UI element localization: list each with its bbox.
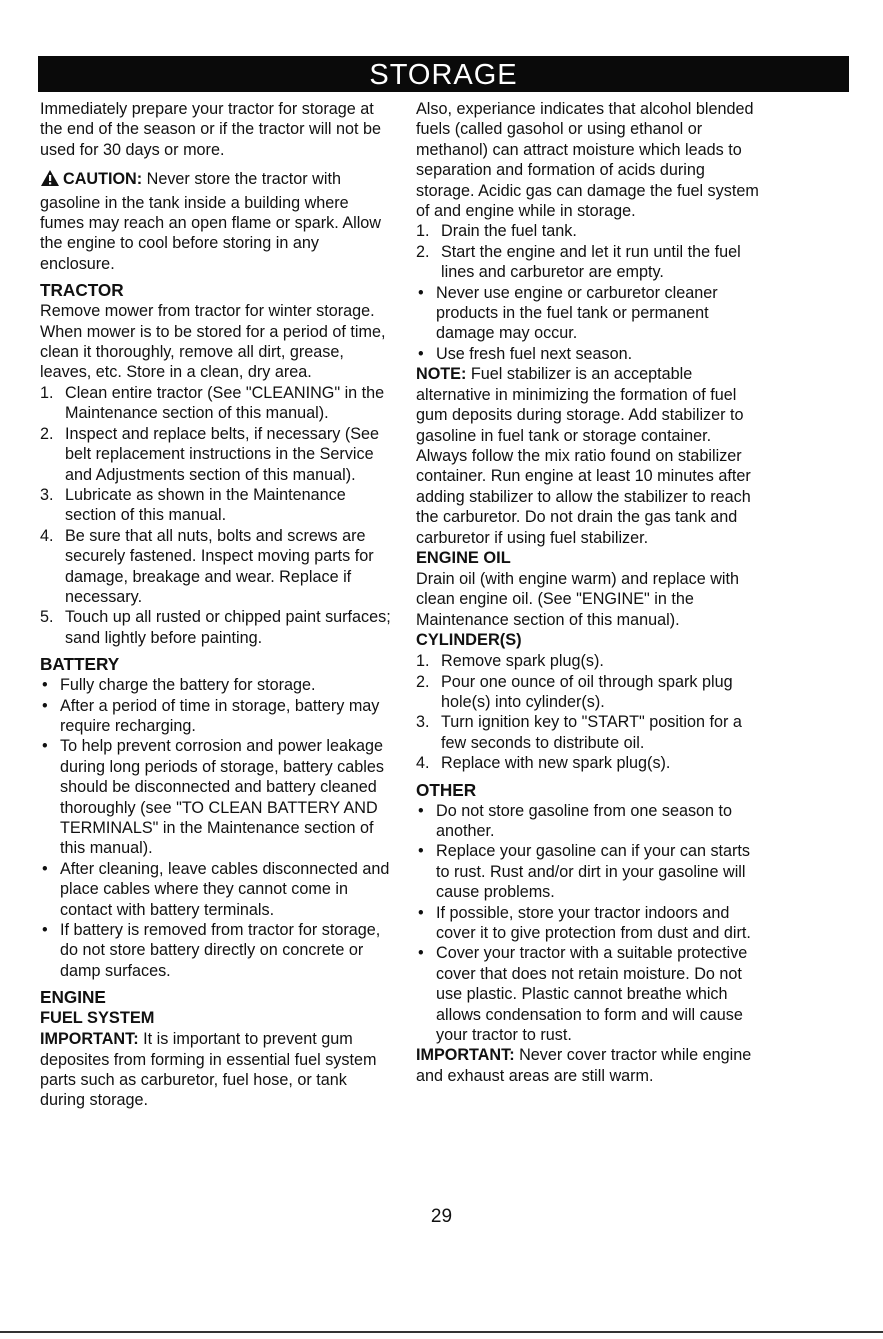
step-text: Touch up all rusted or chipped paint surfaces; sand lightly before painting. — [65, 608, 391, 647]
step-text: Pour one ounce of oil through spark plug hole(s) into cylinder(s). — [441, 672, 733, 711]
bullet-text: If battery is removed from tractor for storage, do not store battery directly on concrete or damp surfaces. — [60, 921, 381, 980]
step-number: 4. — [40, 526, 54, 545]
step-number: 1. — [416, 222, 430, 241]
battery-heading: BATTERY — [40, 654, 120, 675]
step-text: Drain the fuel tank. — [441, 222, 577, 241]
step-number: 2. — [416, 672, 430, 691]
bullet-icon: • — [418, 801, 424, 820]
step-text: Be sure that all nuts, bolts and screws are securely fastened. Inspect moving parts for damage, breakage and wear. Replace if necessary. — [65, 526, 374, 606]
list-item — [416, 801, 766, 842]
cylinder-steps — [416, 651, 766, 773]
bullet-text: To help prevent corrosion and power leakage during long periods of storage, battery cables should be disconnected and battery cleaned thoroughly (see "TO CLEAN BATTERY AND TERMINALS" in the Maintenance section of this manual). — [60, 737, 384, 858]
battery-list — [40, 675, 396, 981]
note-text: Fuel stabilizer is an acceptable alternative in minimizing the formation of fuel gum deposits during storage. Add stabilizer to gasoline in fuel tank or storage container. Always follow the mix ratio found on stabilizer container. Run engine at least 10 minutes after adding stabilizer to allow the stabilizer to reach the carburetor. Do not drain the gas tank and carburetor if using fuel stabilizer. — [416, 365, 751, 547]
important-paragraph — [40, 1029, 396, 1111]
list-item — [416, 283, 766, 344]
bullet-icon: • — [418, 344, 424, 363]
fuel-steps — [416, 221, 766, 282]
step-number: 2. — [416, 242, 430, 261]
step-text: Replace with new spark plug(s). — [441, 754, 671, 773]
left-column — [40, 99, 396, 1111]
bullet-text: Cover your tractor with a suitable protective cover that does not retain moisture. Do not use plastic. Plastic cannot breathe which allows condensation to form and will cause your tractor to rust. — [436, 944, 748, 1045]
fuel-bullets — [416, 283, 766, 365]
list-item — [40, 424, 396, 485]
step-text: Lubricate as shown in the Maintenance section of this manual. — [65, 485, 346, 525]
step-number: 5. — [40, 608, 54, 627]
note-paragraph — [416, 364, 766, 548]
note-label: NOTE: — [416, 365, 467, 384]
step-number: 2. — [40, 424, 54, 443]
bullet-text: After cleaning, leave cables disconnected and place cables where they cannot come in contact with battery terminals. — [60, 859, 390, 919]
bullet-text: After a period of time in storage, battery may require recharging. — [60, 696, 380, 735]
list-item — [40, 859, 396, 920]
bullet-text: If possible, store your tractor indoors and cover it to give protection from dust and dirt. — [436, 903, 751, 943]
list-item — [416, 712, 766, 753]
bullet-icon: • — [42, 859, 48, 878]
tractor-heading: TRACTOR — [40, 280, 124, 301]
step-text: Turn ignition key to "START" position for a few seconds to distribute oil. — [441, 713, 742, 752]
step-number: 1. — [40, 383, 54, 402]
list-item — [416, 841, 766, 902]
step-number: 3. — [40, 485, 54, 504]
list-item — [40, 696, 396, 737]
important-text: It is important to prevent gum deposites from forming in essential fuel system parts such as carburetor, fuel hose, or tank during storage. — [40, 1030, 377, 1110]
list-item — [416, 672, 766, 713]
bullet-icon: • — [418, 944, 424, 963]
caution-label: CAUTION: — [63, 170, 143, 189]
caution-text: Never store the tractor with gasoline in the tank inside a building where fumes may reach an open flame or spark. Allow the engine to cool before storing in any enclosure. — [40, 170, 381, 273]
list-item — [40, 607, 396, 648]
engine-oil-paragraph: Drain oil (with engine warm) and replace with clean engine oil. (See "ENGINE" in the Maintenance section of this manual). — [416, 569, 739, 629]
step-text: Remove spark plug(s). — [441, 652, 604, 671]
bullet-icon: • — [42, 737, 48, 756]
engine-oil-heading: ENGINE OIL — [416, 548, 511, 567]
bullet-text: Use fresh fuel next season. — [436, 344, 633, 363]
step-number: 4. — [416, 754, 430, 773]
cylinders-heading: CYLINDER(S) — [416, 631, 522, 650]
tractor-paragraph: Remove mower from tractor for winter storage. When mower is to be stored for a period of time, clean it thoroughly, remove all dirt, grease, leaves, etc. Store in a clean, dry area. — [40, 302, 386, 382]
other-heading: OTHER — [416, 779, 477, 800]
important-label: IMPORTANT: — [416, 1046, 515, 1065]
page-number: 29 — [430, 1206, 453, 1227]
important-label: IMPORTANT: — [40, 1030, 139, 1049]
list-item — [416, 344, 766, 364]
important-warm-paragraph — [416, 1045, 766, 1086]
bullet-icon: • — [418, 283, 424, 302]
list-item — [416, 903, 766, 944]
bullet-icon: • — [418, 842, 424, 861]
list-item — [416, 753, 766, 773]
bullet-text: Do not store gasoline from one season to another. — [436, 801, 733, 840]
step-text: Clean entire tractor (See "CLEANING" in the Maintenance section of this manual). — [65, 383, 385, 423]
important-text: Never cover tractor while engine and exhaust areas are still warm. — [416, 1046, 752, 1085]
fuel-system-heading: FUEL SYSTEM — [40, 1009, 155, 1028]
bullet-icon: • — [42, 676, 48, 695]
step-text: Start the engine and let it run until the fuel lines and carburetor are empty. — [441, 242, 741, 282]
list-item — [416, 221, 766, 241]
step-number: 3. — [416, 713, 430, 732]
list-item — [40, 383, 396, 424]
alcohol-paragraph: Also, experiance indicates that alcohol blended fuels (called gasohol or using ethanol or methanol) can attract moisture which leads to separation and formation of acids during storage. Acidic gas can damage the fuel system of and engine while in storage. — [416, 100, 759, 221]
list-item — [416, 242, 766, 283]
step-number: 1. — [416, 652, 430, 671]
other-bullets — [416, 801, 766, 1046]
warning-triangle-icon — [40, 169, 60, 192]
bullet-icon: • — [42, 696, 48, 715]
bullet-text: Fully charge the battery for storage. — [60, 676, 316, 695]
bullet-icon: • — [42, 921, 48, 940]
list-item — [40, 485, 396, 526]
list-item — [416, 943, 766, 1045]
list-item — [40, 526, 396, 608]
list-item — [416, 651, 766, 671]
bullet-text: Replace your gasoline can if your can starts to rust. Rust and/or dirt in your gasoline will cause problems. — [436, 842, 751, 902]
section-banner: STORAGE — [38, 56, 849, 92]
right-column — [416, 99, 766, 1086]
bullet-text: Never use engine or carburetor cleaner products in the fuel tank or permanent damage may occur. — [436, 283, 718, 343]
list-item — [40, 675, 396, 695]
intro-paragraph: Immediately prepare your tractor for storage at the end of the season or if the tractor will not be used for 30 days or more. — [40, 100, 382, 159]
tractor-steps — [40, 383, 396, 648]
bottom-divider — [0, 1331, 883, 1333]
engine-heading: ENGINE — [40, 987, 106, 1008]
step-text: Inspect and replace belts, if necessary (See belt replacement instructions in the Service and Adjustments section of this manual). — [65, 424, 380, 484]
bullet-icon: • — [418, 903, 424, 922]
caution-paragraph — [40, 169, 396, 274]
list-item — [40, 736, 396, 858]
list-item — [40, 920, 396, 981]
